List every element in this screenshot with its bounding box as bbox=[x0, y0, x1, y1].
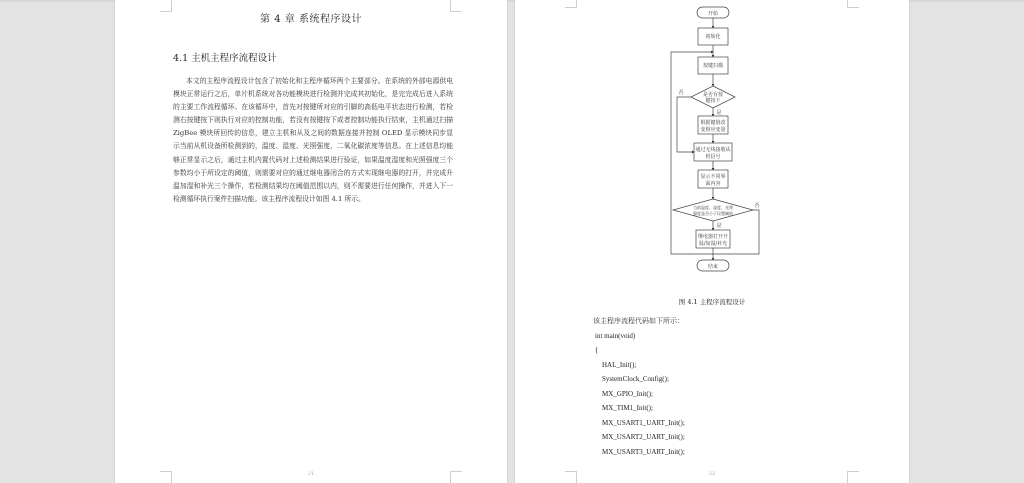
flow-start-label: 开始 bbox=[707, 11, 719, 17]
margin-corner-mark bbox=[847, 0, 859, 8]
flow-decision-key-label: 键按下 bbox=[705, 98, 721, 104]
flow-init-label: 初始化 bbox=[705, 34, 721, 40]
flow-yes-label: 是 bbox=[716, 223, 722, 229]
margin-corner-mark bbox=[565, 0, 577, 8]
section-title: 4.1 主机主程序流程设计 bbox=[173, 53, 277, 64]
figure-caption: 图 4.1 主程序流程设计 bbox=[678, 298, 746, 306]
flow-change-var-label: 变相应变量 bbox=[700, 127, 726, 133]
code-intro: 该主程序流程代码如下所示： bbox=[593, 317, 684, 325]
flow-decision-threshold bbox=[673, 199, 753, 221]
chapter-title: 第 4 章 系统程序设计 bbox=[260, 14, 362, 25]
flow-relay-label: 温/加湿/补光 bbox=[698, 241, 728, 247]
code-line: HAL_Init(); bbox=[602, 361, 637, 369]
page-number: 21 bbox=[307, 471, 315, 477]
flow-decision-key-label: 是否有按 bbox=[702, 92, 724, 98]
code-line: MX_GPIO_Init(); bbox=[602, 390, 653, 398]
main-program-flowchart bbox=[665, 4, 775, 274]
flow-keyscan-label: 按键扫描 bbox=[702, 63, 724, 69]
code-line: MX_USART3_UART_Init(); bbox=[602, 448, 685, 456]
flow-display-label: 面内容 bbox=[705, 181, 721, 187]
code-line: MX_USART2_UART_Init(); bbox=[602, 433, 685, 441]
body-paragraph: 本文的主程序流程设计包含了初始化和主程序循环两个主要部分。在系统的外部电源供电模块正常运行之后，单片机系统对各功能模块进行检测并完成其初始化，是完完成后进入系统的主要工作流程循环。在该循环中，首先对按键所对应的引脚的高低电平状态进行检测，若检测右按键按下则执行对应的控制功能，若没有按键按下或者控制功能执行结束，主机通过扫描 ZigBee 模块所回传的信息，建立主机和从及之间的数据连接并控制 OLED 显示模块同步显示当前从机设备所检测到的，温度、湿度、光照强度、二氧化碳浓度等信息。在上述信息均能够正常显示之后，通过主机内置代码对上述检测结果进行验证，如果温度湿度和光照强度三个参数均小于所设定的阈值，则需要对应的通过继电器闭合的方式实现继电器的打开，并完成升温加湿和补光三个操作，若检测结果均在阈值范围以内，则不需要进行任何操作，并进入下一检测循环执行案件扫描功能。该主程序流程设计如图 4.1 所示。 bbox=[173, 77, 453, 203]
code-line: MX_USART1_UART_Init(); bbox=[602, 419, 685, 427]
code-line: int main(void) bbox=[595, 332, 636, 340]
flow-display-label: 显示不同界 bbox=[700, 174, 726, 180]
flow-no-label: 否 bbox=[754, 203, 760, 209]
flow-wireless-label: 通过无线接收从 bbox=[695, 147, 731, 153]
code-line: MX_TIM1_Init(); bbox=[602, 404, 653, 412]
flow-no-label: 否 bbox=[678, 90, 684, 96]
flow-wireless-label: 机信号 bbox=[705, 154, 721, 160]
flow-decision-threshold-label: 当前温度、湿度、光照 bbox=[693, 205, 733, 210]
flow-end-label: 结束 bbox=[707, 264, 719, 270]
document-page-21 bbox=[115, 0, 507, 483]
flow-change-var-label: 根据键值改 bbox=[700, 120, 726, 126]
code-line: { bbox=[595, 346, 599, 354]
code-line: SystemClock_Config(); bbox=[602, 375, 669, 383]
flow-decision-threshold-label: 强度是否小于设置阈值 bbox=[693, 211, 733, 216]
flow-yes-label: 是 bbox=[716, 110, 722, 116]
document-page-22 bbox=[515, 0, 909, 483]
flow-relay-label: 继电器打开升 bbox=[697, 234, 729, 240]
page-number: 22 bbox=[708, 471, 716, 477]
